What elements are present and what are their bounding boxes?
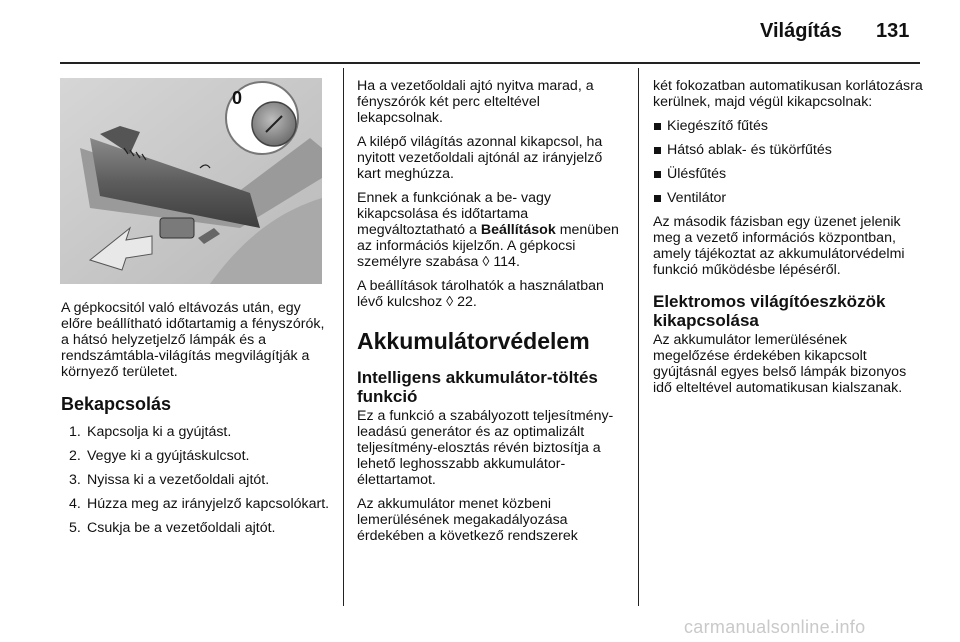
list-item: Hátsó ablak- és tükörfűtés: [653, 142, 925, 158]
settings-menu-label: Beállítások: [480, 222, 556, 238]
list-item: Kiegészítő fűtés: [653, 118, 925, 134]
column-divider-2: [638, 68, 639, 606]
page-number: 131: [876, 20, 910, 42]
paragraph: Ez a funkció a szabályozott teljesítmény-leadású generátor és az optimalizált teljesítmény-elosztás révén biztosítja a lehető leghosszabb akkumulátor-élettartamot.: [357, 408, 614, 488]
list-item: Ventilátor: [653, 190, 925, 206]
paragraph: A beállítások tárolhatók a használatban lévő kulcshoz ◊ 22.: [357, 278, 604, 310]
subsection-heading: Elektromos világítóeszközök kikapcsolása: [653, 292, 886, 330]
paragraph: A kilépő világítás azonnal kikapcsol, ha nyitott vezetőoldali ajtónál az irányjelző kart meghúzza.: [357, 134, 603, 182]
section-heading-akkumulatorvedelem: Akkumulátorvédelem: [357, 328, 590, 354]
column-divider-1: [343, 68, 344, 606]
steps-list: [61, 424, 331, 536]
paragraph: Az második fázisban egy üzenet jelenik meg a vezető információs központban, amely tájékoztat az akkumulátorvédelmi funkció működésbe lépéséről.: [653, 214, 905, 278]
page-ref-icon: ◊: [446, 294, 454, 310]
page-ref-icon: ◊: [482, 254, 490, 270]
column-1: [61, 300, 331, 544]
dial-label: 0: [232, 88, 243, 108]
intro-paragraph: A gépkocsitól való eltávozás után, egy előre beállítható időtartamig a fényszórók, a hátsó helyzetjelző lámpák és a rendszámtábla-világítás megvilágítják a környező területet.: [61, 300, 325, 380]
list-item: 3. Nyissa ki a vezetőoldali ajtót.: [69, 472, 270, 488]
page-title: Világítás: [760, 20, 842, 42]
page-ref: 114.: [489, 254, 520, 270]
list-item: Ülésfűtés: [653, 166, 925, 182]
bullet-list: [653, 118, 925, 206]
stalk-drawing: [60, 78, 322, 284]
watermark: carmanualsonline.info: [684, 617, 866, 637]
list-item: 4. Húzza meg az irányjelző kapcsolókart.: [69, 496, 330, 512]
paragraph: Ha a vezetőoldali ajtó nyitva marad, a fényszórók két perc elteltével lekapcsolnak.: [357, 78, 594, 126]
column-2: [357, 78, 625, 552]
indicator-stalk-illustration: [60, 78, 322, 284]
paragraph: két fokozatban automatikusan korlátozásra kerülnek, majd végül kikapcsolnak:: [653, 78, 923, 110]
list-item: 5. Csukja be a vezetőoldali ajtót.: [69, 520, 276, 536]
paragraph: Az akkumulátor lemerülésének megelőzése érdekében kikapcsolt gyújtásnál egyes belső lámpák bizonyos idő elteltével automatikusan kialszanak.: [653, 332, 907, 396]
header-divider: [60, 62, 920, 64]
page-ref: 22.: [453, 294, 477, 310]
list-item: 1. Kapcsolja ki a gyújtást.: [69, 424, 232, 440]
paragraph: Az akkumulátor menet közbeni lemerülésének megakadályozása érdekében a következő rendszerek: [357, 496, 578, 544]
column-3: [653, 78, 925, 404]
list-item: 2. Vegye ki a gyújtáskulcsot.: [69, 448, 250, 464]
subsection-heading: Intelligens akkumulátor-töltés funkció: [357, 368, 598, 406]
paragraph: Ennek a funkciónak a be- vagy kikapcsolása és időtartama megváltoztatható a Beállítások menüben az információs kijelzőn. A gépkocsi személyre szabása ◊ 114.: [357, 190, 619, 270]
section-heading-bekapcsolas: Bekapcsolás: [61, 394, 172, 414]
